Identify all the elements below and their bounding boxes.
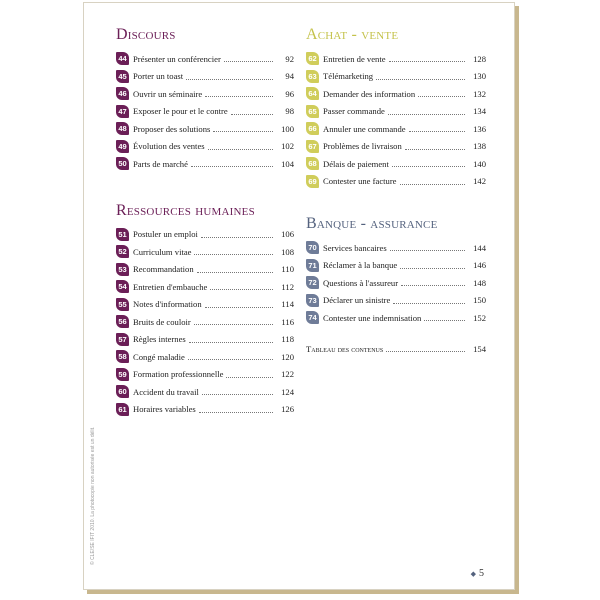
entry-number: 64 — [306, 87, 319, 100]
toc-entry-tableau-des-contenus — [306, 341, 486, 357]
book-page — [83, 2, 515, 590]
entry-number: 61 — [116, 403, 129, 416]
entry-label: Annuler une commande — [323, 123, 406, 134]
dot-leader — [224, 61, 273, 62]
entry-number: 53 — [116, 263, 129, 276]
dot-leader — [376, 79, 465, 80]
dot-leader — [389, 61, 465, 62]
toc-entry — [306, 138, 486, 156]
toc-entry — [306, 292, 486, 310]
dot-leader — [201, 237, 273, 238]
dot-leader — [226, 377, 273, 378]
entry-page: 114 — [281, 299, 294, 310]
entry-label: Postuler un emploi — [133, 229, 198, 240]
entry-page: 104 — [281, 158, 294, 169]
entry-page: 124 — [281, 386, 294, 397]
entry-page: 152 — [473, 312, 486, 323]
entry-page: 96 — [285, 88, 294, 99]
entry-number: 51 — [116, 228, 129, 241]
dot-leader — [393, 303, 465, 304]
entry-number: 65 — [306, 105, 319, 118]
page-folio — [471, 568, 484, 579]
entry-page: 116 — [281, 316, 294, 327]
entry-label: Accident du travail — [133, 386, 199, 397]
section-title: Discours — [116, 26, 176, 43]
toc-entry — [116, 348, 294, 366]
entry-page: 122 — [281, 369, 294, 380]
entry-number: 49 — [116, 140, 129, 153]
toc-entry — [306, 173, 486, 191]
entry-number: 45 — [116, 70, 129, 83]
section-title: Achat - vente — [306, 26, 399, 43]
toc-entry — [116, 366, 294, 384]
entry-label: Télémarketing — [323, 71, 374, 82]
entry-label: Contester une indemnisation — [323, 312, 422, 323]
entry-label: Passer commande — [323, 106, 385, 117]
toc-entry — [306, 309, 486, 327]
toc-entry — [306, 239, 486, 257]
entry-page: 140 — [473, 158, 486, 169]
entry-page: 98 — [285, 106, 294, 117]
entry-label: Bruits de couloir — [133, 316, 191, 327]
dot-leader — [424, 320, 465, 321]
entry-number: 68 — [306, 157, 319, 170]
dot-leader — [405, 149, 465, 150]
entry-number: 47 — [116, 105, 129, 118]
entry-page: 120 — [281, 351, 294, 362]
toc-entry — [306, 274, 486, 292]
entry-number: 60 — [116, 385, 129, 398]
dot-leader — [392, 166, 465, 167]
dot-leader — [208, 149, 273, 150]
entry-label: Exposer le pour et le contre — [133, 106, 228, 117]
entry-label: Services bancaires — [323, 242, 387, 253]
entry-number: 71 — [306, 259, 319, 272]
entry-number: 63 — [306, 70, 319, 83]
dot-leader — [213, 131, 273, 132]
entry-label: Présenter un conférencier — [133, 53, 221, 64]
entry-label: Règles internes — [133, 334, 186, 345]
dot-leader — [205, 96, 273, 97]
entry-page: 150 — [473, 295, 486, 306]
toc-entry — [116, 50, 294, 68]
entry-number: 55 — [116, 298, 129, 311]
entry-label: Délais de paiement — [323, 158, 389, 169]
toc-entry — [116, 243, 294, 261]
section-banque-assurance — [306, 214, 486, 327]
dot-leader — [188, 359, 273, 360]
entry-label: Parts de marché — [133, 158, 188, 169]
toc-entry — [116, 296, 294, 314]
entry-label: Congé maladie — [133, 351, 185, 362]
entry-page: 102 — [281, 141, 294, 152]
toc-entry — [306, 68, 486, 86]
section-gap — [306, 190, 486, 214]
entry-number: 56 — [116, 315, 129, 328]
section-achat-vente — [306, 25, 486, 190]
entry-page: 108 — [281, 246, 294, 257]
folio-number: 5 — [479, 568, 484, 579]
entry-label: Évolution des ventes — [133, 141, 205, 152]
entry-label: Tableau des contenus — [306, 343, 384, 354]
entry-label: Recommandation — [133, 264, 194, 275]
toc-entry — [306, 85, 486, 103]
entry-page: 134 — [473, 106, 486, 117]
entry-page: 126 — [281, 404, 294, 415]
entry-label: Proposer des solutions — [133, 123, 211, 134]
entry-label: Entretien de vente — [323, 53, 386, 64]
entry-label: Ouvrir un séminaire — [133, 88, 203, 99]
entry-number: 73 — [306, 294, 319, 307]
entry-label: Réclamer à la banque — [323, 260, 398, 271]
entry-page: 100 — [281, 123, 294, 134]
entry-number: 58 — [116, 350, 129, 363]
dot-leader — [400, 268, 465, 269]
toc-entry — [116, 155, 294, 173]
entry-number: 69 — [306, 175, 319, 188]
entry-label: Problèmes de livraison — [323, 141, 402, 152]
entry-page: 138 — [473, 141, 486, 152]
dot-leader — [210, 289, 273, 290]
entry-number: 74 — [306, 311, 319, 324]
toc-entry — [116, 331, 294, 349]
dot-leader — [191, 166, 273, 167]
entry-number: 44 — [116, 52, 129, 65]
entry-page: 118 — [281, 334, 294, 345]
diamond-icon: ◆ — [470, 570, 476, 578]
entry-label: Contester une facture — [323, 176, 397, 187]
entry-page: 94 — [285, 71, 294, 82]
entry-number: 62 — [306, 52, 319, 65]
entry-label: Entretien d'embauche — [133, 281, 208, 292]
entry-number: 52 — [116, 245, 129, 258]
entry-number: 50 — [116, 157, 129, 170]
dot-leader — [197, 272, 273, 273]
dot-leader — [409, 131, 465, 132]
toc-entry — [116, 313, 294, 331]
entry-label: Notes d'information — [133, 299, 202, 310]
dot-leader — [418, 96, 465, 97]
toc-entry — [306, 103, 486, 121]
dot-leader — [194, 324, 273, 325]
entry-number: 46 — [116, 87, 129, 100]
toc-entry — [116, 261, 294, 279]
entry-page: 128 — [473, 53, 486, 64]
entry-page: 142 — [473, 176, 486, 187]
toc-entry — [306, 120, 486, 138]
toc-entry — [306, 257, 486, 275]
toc-entry — [116, 103, 294, 121]
section-discours — [116, 25, 294, 173]
section-title: Ressources humaines — [116, 201, 255, 219]
entry-number: 48 — [116, 122, 129, 135]
dot-leader — [386, 351, 465, 352]
entry-page: 110 — [281, 264, 294, 275]
entry-page: 148 — [473, 277, 486, 288]
dot-leader — [231, 114, 273, 115]
entry-label: Questions à l'assureur — [323, 277, 399, 288]
entry-number: 72 — [306, 276, 319, 289]
dot-leader — [401, 285, 465, 286]
entry-page: 112 — [281, 281, 294, 292]
section-gap — [116, 173, 294, 201]
entry-number: 59 — [116, 368, 129, 381]
dot-leader — [199, 412, 273, 413]
toc-entry — [116, 401, 294, 419]
toc-entry — [116, 278, 294, 296]
entry-page: 106 — [281, 229, 294, 240]
dot-leader — [194, 254, 273, 255]
left-column — [116, 25, 294, 418]
dot-leader — [189, 342, 273, 343]
toc-entry — [116, 85, 294, 103]
entry-label: Curriculum vitae — [133, 246, 192, 257]
entry-number: 57 — [116, 333, 129, 346]
toc-entry — [116, 383, 294, 401]
dot-leader — [390, 250, 465, 251]
dot-leader — [388, 114, 465, 115]
entry-number: 54 — [116, 280, 129, 293]
entry-label: Demander des information — [323, 88, 416, 99]
section-title: Banque - assurance — [306, 215, 438, 232]
toc-entry — [116, 68, 294, 86]
dot-leader — [186, 79, 273, 80]
toc-entry — [116, 138, 294, 156]
right-column — [306, 25, 486, 357]
entry-page: 130 — [473, 71, 486, 82]
entry-label: Formation professionnelle — [133, 369, 224, 380]
entry-number: 70 — [306, 241, 319, 254]
entry-page: 136 — [473, 123, 486, 134]
toc-entry — [116, 120, 294, 138]
dot-leader — [202, 394, 273, 395]
entry-label: Horaires variables — [133, 404, 196, 415]
entry-label: Porter un toast — [133, 71, 184, 82]
section-gap — [306, 327, 486, 341]
toc-entry — [116, 226, 294, 244]
entry-page: 146 — [473, 260, 486, 271]
dot-leader — [400, 184, 466, 185]
entry-page: 144 — [473, 242, 486, 253]
toc-entry — [306, 50, 486, 68]
copyright-note: © CLE/SE IFIT 2010. La photocopie non autorisée est un délit. — [90, 426, 96, 565]
entry-page: 154 — [473, 343, 486, 354]
toc-entry — [306, 155, 486, 173]
entry-page: 92 — [285, 53, 294, 64]
entry-label: Déclarer un sinistre — [323, 295, 391, 306]
entry-number: 66 — [306, 122, 319, 135]
section-ressources-humaines — [116, 201, 294, 419]
entry-page: 132 — [473, 88, 486, 99]
dot-leader — [205, 307, 273, 308]
entry-number: 67 — [306, 140, 319, 153]
